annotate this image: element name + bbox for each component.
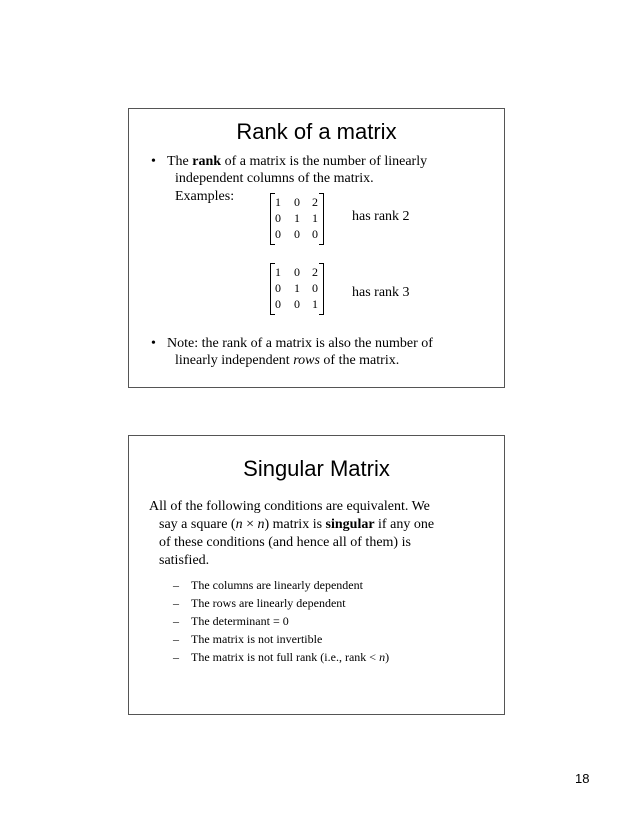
- bullet-text-line2: independent columns of the matrix.: [175, 171, 374, 186]
- bullet-text: [167, 153, 427, 170]
- matrix-cell: 2: [312, 265, 318, 279]
- matrix-example-1: [270, 193, 324, 245]
- italic-term: rows: [293, 353, 320, 368]
- matrix-cell: 0: [275, 227, 281, 241]
- intro-line-1: All of the following conditions are equivalent. We: [149, 499, 430, 514]
- text-span: linearly independent: [175, 353, 294, 368]
- times-symbol: ×: [242, 517, 258, 532]
- matrix-cell: 0: [312, 227, 318, 241]
- intro-line-3: of these conditions (and hence all of them) is: [159, 535, 411, 550]
- matrix-row: [271, 297, 323, 314]
- matrix-cell: 0: [294, 195, 300, 209]
- note-text: Note: the rank of a matrix is also the number of: [167, 336, 433, 351]
- condition-item: The columns are linearly dependent: [191, 578, 363, 592]
- italic-var: n: [235, 517, 243, 532]
- text-span: if any one: [374, 517, 435, 532]
- condition-item: The matrix is not invertible: [191, 632, 323, 646]
- text-span: of a matrix is the number of linearly: [221, 154, 428, 169]
- text-span: The matrix is not full rank (i.e., rank <: [191, 650, 380, 664]
- matrix-cell: 1: [294, 211, 300, 225]
- matrix-cell: 0: [275, 211, 281, 225]
- matrix-cell: 1: [312, 211, 318, 225]
- slide-singular-matrix: [128, 435, 505, 715]
- matrix-row: [271, 195, 323, 212]
- bold-term: singular: [325, 517, 375, 532]
- bullet-marker: •: [151, 154, 156, 169]
- matrix-cell: 0: [275, 281, 281, 295]
- matrix-cell: 1: [275, 195, 281, 209]
- matrix-caption: has rank 3: [352, 285, 410, 300]
- dash-marker: –: [173, 596, 179, 610]
- italic-var: n: [257, 517, 265, 532]
- slide-rank-of-a-matrix: [128, 108, 505, 388]
- slide-title: Rank of a matrix: [236, 119, 397, 144]
- matrix-cell: 0: [294, 297, 300, 311]
- text-span: of the matrix.: [319, 353, 400, 368]
- matrix-cell: 0: [294, 227, 300, 241]
- matrix-row: [271, 281, 323, 298]
- matrix-cell: 0: [294, 265, 300, 279]
- intro-line-2: [159, 516, 434, 533]
- dash-marker: –: [173, 632, 179, 646]
- matrix-cell: 2: [312, 195, 318, 209]
- text-span: The: [167, 154, 193, 169]
- examples-label: Examples:: [175, 189, 235, 204]
- matrix-cell: 1: [294, 281, 300, 295]
- intro-line-4: satisfied.: [159, 553, 210, 568]
- dash-marker: –: [173, 650, 179, 664]
- matrix-cell: 1: [275, 265, 281, 279]
- matrix-cell: 1: [312, 297, 318, 311]
- bullet-marker: •: [151, 336, 156, 351]
- matrix-row: [271, 227, 323, 244]
- page-number: 18: [575, 771, 590, 786]
- bold-term: rank: [192, 154, 222, 169]
- matrix-row: [271, 265, 323, 282]
- note-text-line2: [175, 352, 399, 369]
- matrix-cell: 0: [275, 297, 281, 311]
- text-span: ): [385, 650, 390, 664]
- condition-item: The determinant = 0: [191, 614, 289, 628]
- matrix-example-2: [270, 263, 324, 315]
- italic-var: n: [379, 650, 386, 664]
- slide-title: Singular Matrix: [243, 456, 390, 481]
- matrix-row: [271, 211, 323, 228]
- text-span: say a square (: [159, 517, 236, 532]
- text-span: ) matrix is: [264, 517, 326, 532]
- matrix-caption: has rank 2: [352, 209, 410, 224]
- matrix-cell: 0: [312, 281, 318, 295]
- condition-item: The rows are linearly dependent: [191, 596, 346, 610]
- dash-marker: –: [173, 614, 179, 628]
- condition-item-last: [191, 649, 389, 666]
- dash-marker: –: [173, 578, 179, 592]
